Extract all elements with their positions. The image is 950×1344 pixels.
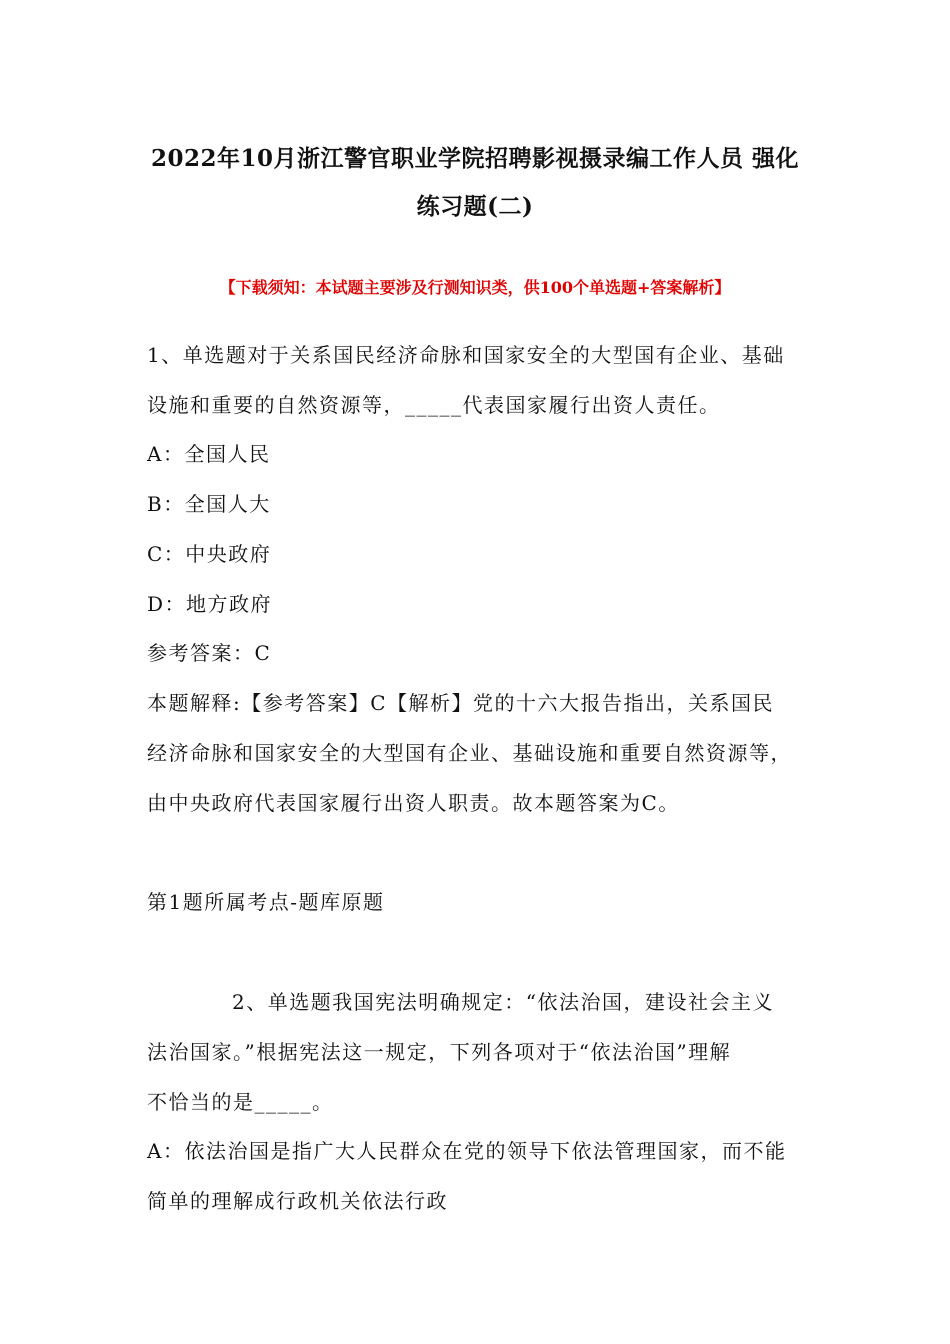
download-notice: 【下载须知：本试题主要涉及行测知识类，供100个单选题+答案解析】 xyxy=(219,278,731,297)
question-1-option-b: B：全国人大 xyxy=(147,492,271,516)
question-1-option-c: C：中央政府 xyxy=(147,542,272,566)
question-1-explanation-line-1: 本题解释:【参考答案】C【解析】党的十六大报告指出，关系国民 xyxy=(147,691,775,715)
question-1-topic: 第1题所属考点-题库原题 xyxy=(147,890,385,914)
question-2-option-a-line-2: 简单的理解成行政机关依法行政 xyxy=(147,1189,448,1213)
document-title-line-1: 2022年10月浙江警官职业学院招聘影视摄录编工作人员 强化 xyxy=(150,145,800,172)
question-1-explanation-line-2: 经济命脉和国家安全的大型国有企业、基础设施和重要自然资源等， xyxy=(147,741,792,765)
question-2-stem-line-3: 不恰当的是_____。 xyxy=(147,1090,334,1114)
document-title-line-2: 练习题(二) xyxy=(416,193,534,220)
question-1-stem-line-1: 1、单选题对于关系国民经济命脉和国家安全的大型国有企业、基础 xyxy=(147,343,785,367)
question-1-answer: 参考答案：C xyxy=(147,641,272,665)
question-2-stem-line-2: 法治国家。”根据宪法这一规定，下列各项对于“依法治国”理解 xyxy=(147,1040,732,1064)
question-1-option-a: A：全国人民 xyxy=(147,442,271,466)
question-2-option-a-line-1: A：依法治国是指广大人民群众在党的领导下依法管理国家，而不能 xyxy=(147,1139,787,1163)
question-1-stem-line-2: 设施和重要的自然资源等，_____代表国家履行出资人责任。 xyxy=(147,393,721,417)
question-1-explanation-line-3: 由中央政府代表国家履行出资人职责。故本题答案为C。 xyxy=(147,791,680,815)
question-2-stem-line-1: 2、单选题我国宪法明确规定：“依法治国，建设社会主义 xyxy=(232,990,774,1014)
question-1-option-d: D：地方政府 xyxy=(147,592,273,616)
